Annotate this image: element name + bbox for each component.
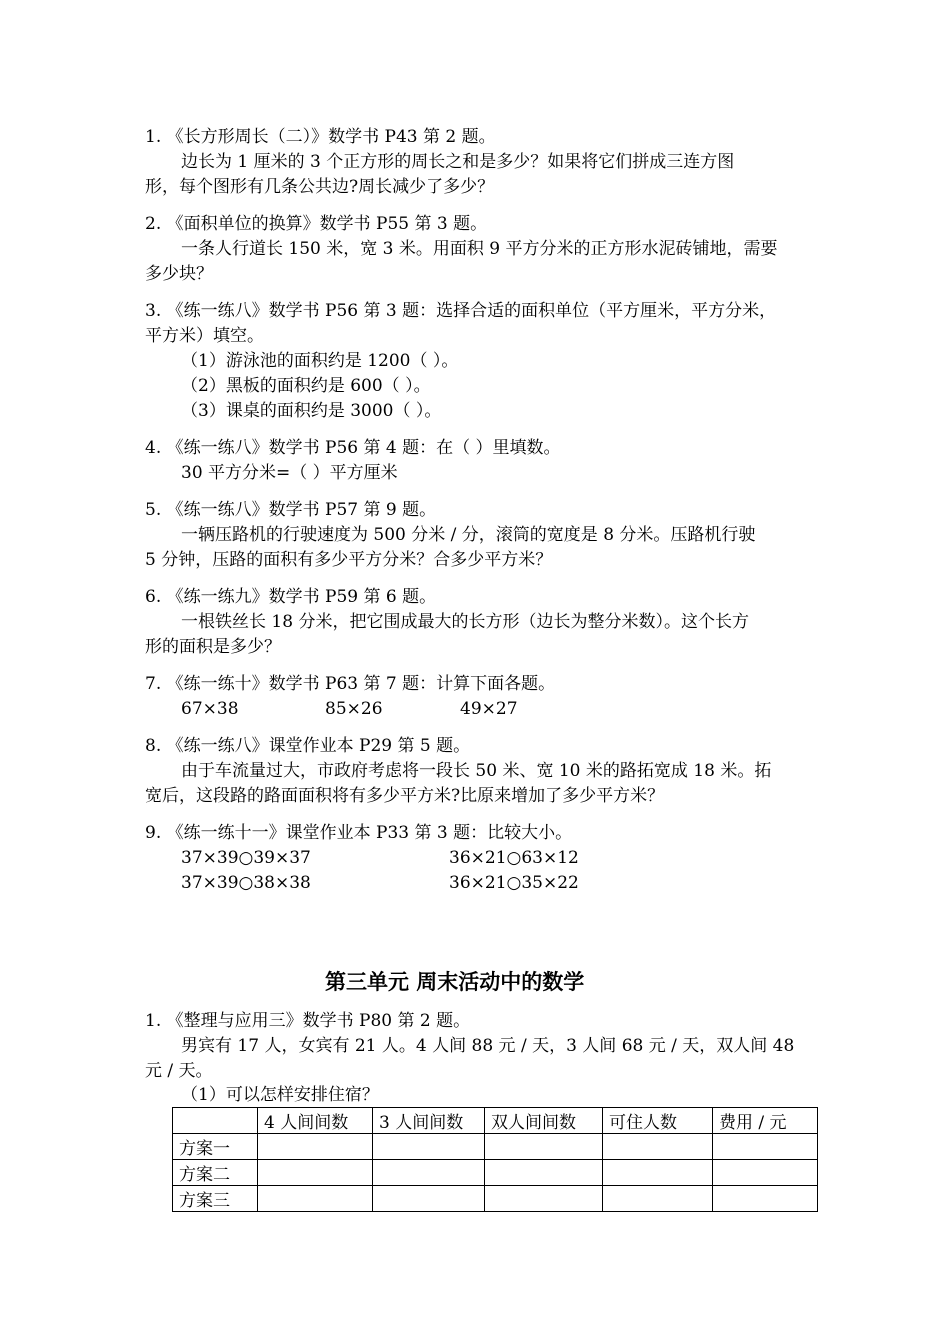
- question-6-text-line-2: 形的面积是多少？: [145, 637, 281, 657]
- question-6-heading: 6. 《练一练九》数学书 P59 第 6 题。: [145, 587, 437, 607]
- table-cell-blank[interactable]: [713, 1160, 818, 1186]
- comparison-4: 36×21○35×22: [449, 873, 579, 893]
- table-row-label: 方案三: [173, 1186, 258, 1212]
- table-row: [173, 1186, 818, 1212]
- question-5-text-line-2: 5 分钟，压路的面积有多少平方分米？合多少平方米？: [145, 550, 553, 570]
- unit-question-1-text-line-2: 元 / 天。: [145, 1061, 213, 1081]
- question-1-heading: 1. 《长方形周长（二）》数学书 P43 第 2 题。: [145, 127, 496, 147]
- unit-question-1-heading: 1. 《整理与应用三》数学书 P80 第 2 题。: [145, 1011, 471, 1031]
- table-header-cell: 费用 / 元: [713, 1108, 818, 1134]
- table-cell-blank[interactable]: [603, 1134, 713, 1160]
- table-cell-blank[interactable]: [603, 1160, 713, 1186]
- table-header-cell: 可住人数: [603, 1108, 713, 1134]
- table-cell-blank[interactable]: [713, 1134, 818, 1160]
- table-cell-blank[interactable]: [373, 1160, 485, 1186]
- table-cell-blank[interactable]: [258, 1160, 373, 1186]
- question-8-text-line-1: 由于车流量过大，市政府考虑将一段长 50 米、宽 10 米的路拓宽成 18 米。拓: [181, 761, 772, 781]
- question-3-text-line-2: 平方米）填空。: [145, 326, 264, 346]
- question-3-sub-3: （3）课桌的面积约是 3000（ ）。: [181, 401, 442, 421]
- question-2-text-line-1: 一条人行道长 150 米，宽 3 米。用面积 9 平方分米的正方形水泥砖铺地，需要: [181, 239, 778, 259]
- table-cell-blank[interactable]: [603, 1186, 713, 1212]
- table-cell-blank[interactable]: [485, 1134, 603, 1160]
- question-4-heading: 4. 《练一练八》数学书 P56 第 4 题：在（ ）里填数。: [145, 438, 561, 458]
- table-row: [173, 1160, 818, 1186]
- question-5-text-line-1: 一辆压路机的行驶速度为 500 分米 / 分，滚筒的宽度是 8 分米。压路机行驶: [181, 525, 756, 545]
- expression-2: 85×26: [325, 699, 383, 719]
- table-header-row: [173, 1108, 818, 1134]
- table-header-cell: [173, 1108, 258, 1134]
- table-row-label: 方案二: [173, 1160, 258, 1186]
- comparison-3: 37×39○38×38: [181, 873, 311, 893]
- question-3-heading: 3. 《练一练八》数学书 P56 第 3 题：选择合适的面积单位（平方厘米，平方分米，: [145, 301, 777, 321]
- unit-question-1-sub-1: （1）可以怎样安排住宿？: [181, 1085, 379, 1105]
- table-row: [173, 1134, 818, 1160]
- question-7-heading: 7. 《练一练十》数学书 P63 第 7 题：计算下面各题。: [145, 674, 556, 694]
- table-cell-blank[interactable]: [258, 1134, 373, 1160]
- question-3-sub-2: （2）黑板的面积约是 600（ ）。: [181, 376, 431, 396]
- unit-question-1-text-line-1: 男宾有 17 人，女宾有 21 人。4 人间 88 元 / 天，3 人间 68 元 / 天，双人间 48: [181, 1036, 795, 1056]
- lodging-plan-table: [172, 1107, 818, 1212]
- question-3-sub-1: （1）游泳池的面积约是 1200（ ）。: [181, 351, 459, 371]
- question-5-heading: 5. 《练一练八》数学书 P57 第 9 题。: [145, 500, 437, 520]
- comparison-2: 36×21○63×12: [449, 848, 579, 868]
- table-row-label: 方案一: [173, 1134, 258, 1160]
- table-cell-blank[interactable]: [485, 1186, 603, 1212]
- question-8-text-line-2: 宽后，这段路的路面面积将有多少平方米?比原来增加了多少平方米？: [145, 786, 665, 806]
- table-header-cell: 双人间间数: [485, 1108, 603, 1134]
- question-2-heading: 2. 《面积单位的换算》数学书 P55 第 3 题。: [145, 214, 488, 234]
- table-cell-blank[interactable]: [373, 1134, 485, 1160]
- table-header-cell: 4 人间间数: [258, 1108, 373, 1134]
- comparison-1: 37×39○39×37: [181, 848, 311, 868]
- table-cell-blank[interactable]: [258, 1186, 373, 1212]
- question-9-heading: 9. 《练一练十一》课堂作业本 P33 第 3 题：比较大小。: [145, 823, 573, 843]
- question-6-text-line-1: 一根铁丝长 18 分米，把它围成最大的长方形（边长为整分米数）。这个长方: [181, 612, 749, 632]
- unit-title: 第三单元 周末活动中的数学: [325, 970, 585, 994]
- question-8-heading: 8. 《练一练八》课堂作业本 P29 第 5 题。: [145, 736, 471, 756]
- question-2-text-line-2: 多少块？: [145, 264, 213, 284]
- question-1-text-line-1: 边长为 1 厘米的 3 个正方形的周长之和是多少？如果将它们拼成三连方图: [181, 152, 735, 172]
- expression-1: 67×38: [181, 699, 239, 719]
- table-cell-blank[interactable]: [713, 1186, 818, 1212]
- question-1-text-line-2: 形，每个图形有几条公共边?周长减少了多少？: [145, 177, 495, 197]
- question-4-text: 30 平方分米=（ ）平方厘米: [181, 463, 398, 483]
- table-header-cell: 3 人间间数: [373, 1108, 485, 1134]
- table-cell-blank[interactable]: [485, 1160, 603, 1186]
- expression-3: 49×27: [460, 699, 518, 719]
- table-cell-blank[interactable]: [373, 1186, 485, 1212]
